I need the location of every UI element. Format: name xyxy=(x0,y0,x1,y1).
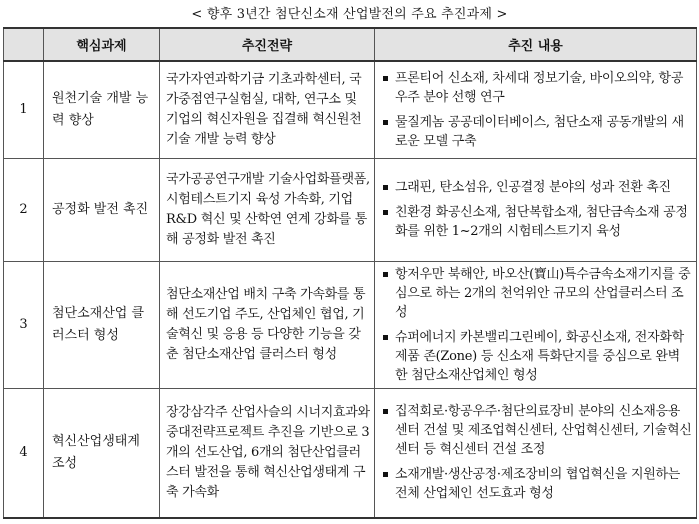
table-row xyxy=(4,158,697,261)
content-cell xyxy=(375,261,697,388)
header-core-task: 핵심과제 xyxy=(44,28,160,61)
row-number: 1 xyxy=(4,61,44,158)
list-item xyxy=(379,113,692,151)
list-item xyxy=(379,328,692,385)
list-item xyxy=(379,69,692,107)
strategy-cell: 장강삼각주 산업사슬의 시너지효과와 중대전략프로젝트 추진을 기반으로 3개의 선도산업, 6개의 첨단산업클러스터 발전을 통해 혁신산업생태계 구축 가속화 xyxy=(160,388,375,518)
square-bullet-icon xyxy=(383,76,388,81)
table-header-row xyxy=(4,28,697,61)
list-item-text: 프론티어 신소재, 차세대 정보기술, 바이오의약, 항공우주 분야 선행 연구 xyxy=(395,70,684,105)
list-item-text: 소재개발·생산공정·제조장비의 협업혁신을 지원하는 전체 산업체인 선도효과 형성 xyxy=(395,467,681,502)
content-cell xyxy=(375,388,697,518)
square-bullet-icon xyxy=(383,210,388,215)
table-row xyxy=(4,61,697,158)
list-item-text: 물질게놈 공공데이터베이스, 첨단소재 공동개발의 새로운 모델 구축 xyxy=(395,114,684,149)
row-number: 3 xyxy=(4,261,44,388)
strategy-cell: 국가공공연구개발 기술사업화플랫폼, 시험테스트기지 육성 가속화, 기업 R&D 혁신 및 산학연 연계 강화를 통해 공정화 발전 촉진 xyxy=(160,158,375,261)
table-row xyxy=(4,261,697,388)
strategy-cell: 첨단소재산업 배치 구축 가속화를 통해 선도기업 주도, 산업체인 협업, 기술혁신 및 응용 등 다양한 기능을 갖춘 첨단소재산업 클러스터 형성 xyxy=(160,261,375,388)
list-item xyxy=(379,265,692,322)
square-bullet-icon xyxy=(383,335,388,340)
strategy-table xyxy=(3,27,697,519)
row-number: 4 xyxy=(4,388,44,518)
core-task-cell: 원천기술 개발 능력 향상 xyxy=(44,61,160,158)
square-bullet-icon xyxy=(383,409,388,414)
row-number: 2 xyxy=(4,158,44,261)
square-bullet-icon xyxy=(383,185,388,190)
content-cell xyxy=(375,158,697,261)
list-item-text: 집적회로·항공우주·첨단의료장비 분야의 신소재응용센터 건설 및 제조업혁신센터, 산업혁신센터, 기술혁신센터 등 혁신센터 건설 조정 xyxy=(395,404,692,458)
table-row xyxy=(4,388,697,518)
content-cell xyxy=(375,61,697,158)
list-item-text: 친환경 화공신소재, 첨단복합소재, 첨단금속소재 공정화를 위한 1~2개의 시험테스트기지 육성 xyxy=(395,205,688,239)
core-task-cell: 혁신산업생태계 조성 xyxy=(44,388,160,518)
table-caption: < 향후 3년간 첨단신소재 산업발전의 주요 추진과제 > xyxy=(191,7,508,22)
core-task-cell: 첨단소재산업 클러스터 형성 xyxy=(44,261,160,388)
header-strategy: 추진전략 xyxy=(160,28,375,61)
core-task-cell: 공정화 발전 촉진 xyxy=(44,158,160,261)
list-item-text: 슈퍼에너지 카본밸리그린베이, 화공신소재, 전자화학제품 존(Zone) 등 신소재 특화단지를 중심으로 완벽한 첨단소재산업체인 형성 xyxy=(395,329,684,383)
list-item xyxy=(379,402,692,459)
square-bullet-icon xyxy=(383,472,388,477)
list-item-text: 항저우만 북해안, 바오산(寶山)특수금속소재기지를 중심으로 하는 2개의 천억위안 규모의 산업클러스터 조성 xyxy=(395,266,691,320)
list-item xyxy=(379,178,692,197)
list-item-text: 그래핀, 탄소섬유, 인공결정 분야의 성과 전환 촉진 xyxy=(395,180,671,195)
list-item xyxy=(379,465,692,503)
list-item xyxy=(379,203,692,241)
header-number xyxy=(4,28,44,61)
square-bullet-icon xyxy=(383,120,388,125)
strategy-cell: 국가자연과학기금 기초과학센터, 국가중점연구실험실, 대학, 연구소 및 기업의 혁신자원을 집결해 혁신원천기술 개발 능력 향상 xyxy=(160,61,375,158)
header-content: 추진 내용 xyxy=(375,28,697,61)
square-bullet-icon xyxy=(383,272,388,277)
